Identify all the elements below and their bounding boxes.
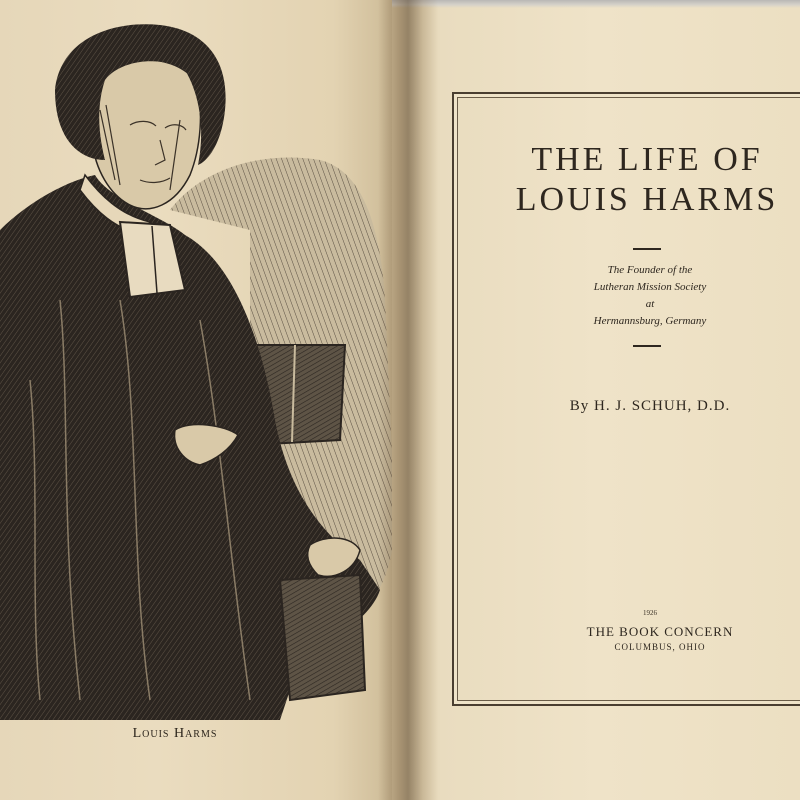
subtitle-line: Hermannsburg, Germany <box>593 315 707 327</box>
book-title <box>462 140 800 220</box>
subtitle-line: at <box>645 298 655 310</box>
held-book <box>280 575 365 700</box>
publisher-name: THE BOOK CONCERN <box>586 624 734 639</box>
face <box>92 59 200 208</box>
subtitle-line: Lutheran Mission Society <box>593 281 707 293</box>
author-line: By H. J. SCHUH, D.D. <box>569 398 731 414</box>
portrait-caption: Louis Harms <box>132 726 218 741</box>
frontispiece-page <box>0 0 392 800</box>
subtitle-line: The Founder of the <box>607 264 693 276</box>
book-subtitle <box>540 262 760 330</box>
ornamental-rule-top <box>633 248 661 250</box>
book-title-line2: LOUIS HARMS <box>515 181 779 218</box>
ornamental-rule-bottom <box>633 345 661 347</box>
page-top-edge <box>392 0 800 8</box>
publication-year: 1926 <box>643 609 657 617</box>
publisher-city: COLUMBUS, OHIO <box>614 642 706 652</box>
book-title-line1: THE LIFE OF <box>531 141 763 178</box>
portrait-engraving <box>0 0 400 720</box>
